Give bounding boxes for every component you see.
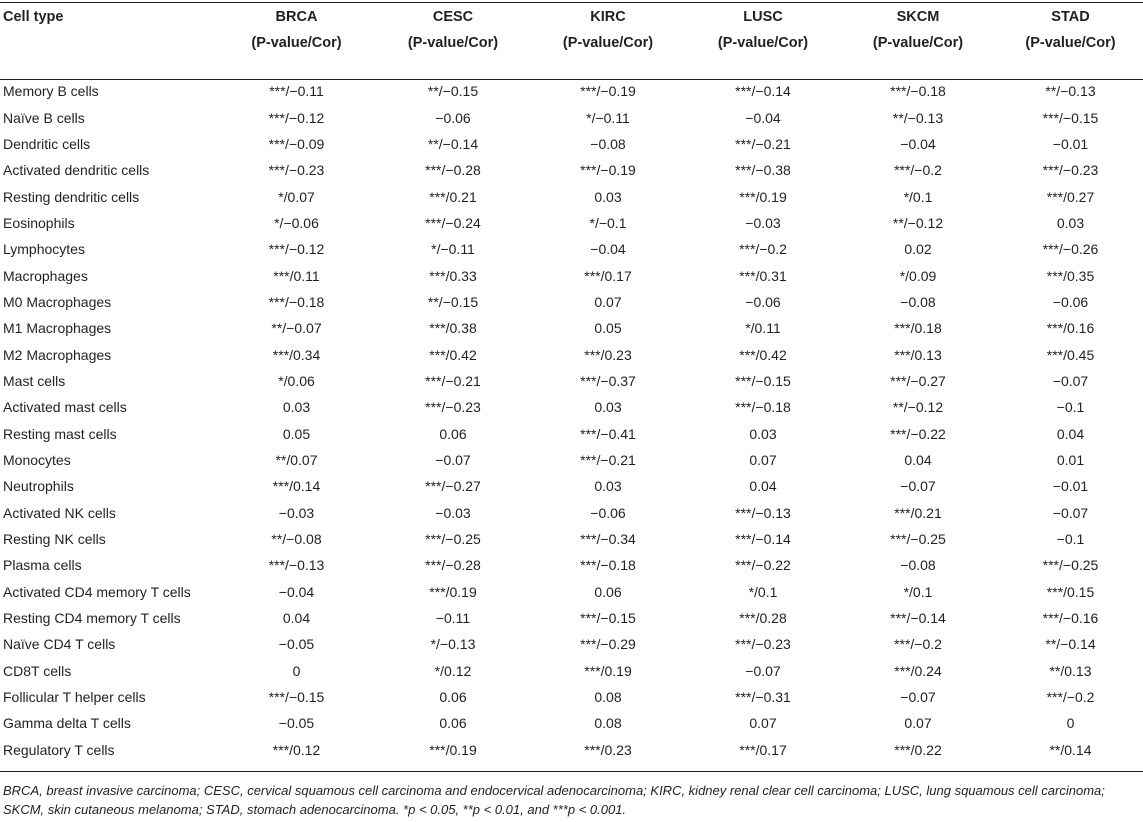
value-cell: −0.03: [278, 504, 315, 521]
value-cell: ***/−0.13: [268, 557, 325, 574]
row-label-cell: Activated NK cells: [3, 504, 116, 521]
value-cell: */0.1: [903, 583, 933, 600]
value-cell: */−0.13: [430, 636, 476, 653]
value-cell: ***/−0.22: [735, 557, 791, 574]
column-header-title: STAD: [1051, 9, 1090, 25]
value-cell: ***/0.22: [894, 741, 942, 758]
correlation-table: [0, 4, 1143, 763]
value-cell: ***/−0.12: [268, 109, 325, 126]
value-cell: **/−0.14: [427, 135, 479, 152]
row-label-cell: Naïve CD4 T cells: [3, 636, 116, 653]
value-cell: 0.07: [904, 715, 932, 732]
value-cell: ***/0.17: [739, 741, 787, 758]
value-cell: −0.1: [1056, 399, 1085, 416]
value-cell: ***/−0.23: [735, 636, 791, 653]
table-row: [0, 78, 1143, 104]
value-cell: **/−0.14: [1045, 636, 1096, 653]
value-cell: 0.04: [749, 478, 777, 495]
table-row: [0, 500, 1143, 526]
column-header-title: LUSC: [743, 9, 783, 25]
value-cell: ***/0.45: [1046, 346, 1095, 363]
value-cell: −0.01: [1052, 135, 1089, 152]
value-cell: ***/0.35: [1046, 267, 1095, 284]
value-cell: 0.08: [594, 689, 622, 706]
value-cell: −0.11: [435, 610, 471, 627]
value-cell: */0.1: [903, 188, 933, 205]
column-header-subtitle: (P-value/Cor): [717, 35, 809, 51]
value-cell: −0.03: [745, 214, 781, 231]
value-cell: ***/−0.34: [580, 531, 636, 548]
table-footnote: BRCA, breast invasive carcinoma; CESC, cervical squamous cell carcinoma and endocervical adenocarcinoma; KIRC, kidney renal clear cell carcinoma; LUSC, lung squamous cell carcinoma; SKCM, skin cutaneous melanoma; STAD, stomach adenocarcinoma. *p < 0.05, **p < 0.01, and ***p < 0.001.: [3, 783, 1105, 817]
value-cell: ***/−0.2: [1046, 689, 1095, 706]
value-cell: 0: [292, 662, 301, 679]
value-cell: ***/0.34: [272, 346, 321, 363]
value-cell: −0.06: [435, 109, 471, 126]
value-cell: −0.01: [1052, 478, 1089, 495]
value-cell: ***/0.15: [1046, 583, 1095, 600]
value-cell: −0.05: [278, 636, 315, 653]
value-cell: ***/0.16: [1046, 320, 1095, 337]
table-row: [0, 236, 1143, 262]
value-cell: −0.07: [745, 662, 781, 679]
value-cell: −0.04: [590, 241, 626, 258]
table-row: [0, 157, 1143, 183]
value-cell: */0.1: [748, 583, 778, 600]
top-rule: [0, 2, 1143, 3]
value-cell: */0.11: [745, 320, 781, 337]
value-cell: ***/−0.2: [894, 162, 942, 179]
value-cell: ***/−0.16: [1042, 610, 1099, 627]
value-cell: */0.07: [278, 188, 315, 205]
value-cell: ***/−0.15: [1042, 109, 1099, 126]
value-cell: −0.08: [900, 557, 936, 574]
value-cell: ***/−0.13: [735, 504, 791, 521]
value-cell: ***/0.23: [584, 741, 632, 758]
value-cell: −0.07: [900, 689, 936, 706]
column-header-subtitle: (P-value/Cor): [251, 35, 342, 51]
value-cell: ***/−0.37: [580, 372, 636, 389]
column-header-title: SKCM: [896, 9, 940, 25]
value-cell: ***/−0.24: [425, 214, 481, 231]
value-cell: ***/−0.18: [890, 83, 946, 100]
row-label-cell: Resting CD4 memory T cells: [3, 610, 181, 627]
value-cell: **/−0.08: [271, 531, 322, 548]
value-cell: ***/−0.15: [735, 372, 791, 389]
value-cell: ***/−0.11: [269, 83, 324, 100]
value-cell: 0.02: [904, 241, 932, 258]
value-cell: ***/−0.25: [1042, 557, 1099, 574]
column-header-brca: [215, 4, 378, 78]
table-row: [0, 684, 1143, 710]
value-cell: 0.05: [282, 425, 311, 442]
column-header-kirc: [528, 4, 688, 78]
row-label-cell: Resting mast cells: [3, 425, 117, 442]
value-cell: −0.06: [745, 293, 781, 310]
value-cell: ***/−0.19: [580, 83, 636, 100]
table-row: [0, 289, 1143, 315]
value-cell: ***/0.42: [739, 346, 787, 363]
column-header-subtitle: (P-value/Cor): [1025, 35, 1116, 51]
value-cell: ***/0.24: [894, 662, 942, 679]
column-header-subtitle: (P-value/Cor): [562, 35, 654, 51]
row-label-cell: Resting dendritic cells: [3, 188, 140, 205]
row-label-cell: Lymphocytes: [3, 241, 85, 258]
value-cell: 0.06: [439, 689, 467, 706]
table-row: [0, 368, 1143, 394]
table-row: [0, 658, 1143, 684]
value-cell: ***/0.11: [273, 267, 320, 284]
value-cell: ***/0.19: [429, 583, 477, 600]
value-cell: −0.04: [900, 135, 936, 152]
value-cell: */−0.11: [586, 109, 630, 126]
column-header-lusc: [688, 4, 838, 78]
value-cell: −0.04: [745, 109, 781, 126]
table-row: [0, 394, 1143, 420]
value-cell: ***/−0.19: [580, 162, 636, 179]
value-cell: ***/0.19: [739, 188, 787, 205]
value-cell: −0.1: [1056, 531, 1085, 548]
header-row: [0, 4, 1143, 78]
value-cell: ***/−0.38: [735, 162, 791, 179]
value-cell: 0.07: [594, 293, 622, 310]
table-row: [0, 579, 1143, 605]
value-cell: ***/−0.18: [268, 293, 325, 310]
row-label-cell: Memory B cells: [3, 83, 99, 100]
value-cell: 0.06: [594, 583, 622, 600]
value-cell: ***/0.27: [1046, 188, 1095, 205]
value-cell: **/−0.12: [892, 214, 944, 231]
value-cell: 0.03: [749, 425, 777, 442]
value-cell: **/−0.13: [1045, 83, 1096, 100]
bottom-rule: [0, 771, 1143, 772]
column-header-cell-type: [0, 4, 215, 78]
value-cell: ***/−0.28: [425, 557, 481, 574]
value-cell: −0.07: [1052, 504, 1089, 521]
table-row: [0, 473, 1143, 499]
row-label-cell: Activated dendritic cells: [3, 162, 150, 179]
value-cell: ***/0.42: [429, 346, 477, 363]
column-header-title: CESC: [432, 9, 474, 25]
table-body: [0, 78, 1143, 763]
value-cell: **/−0.15: [427, 293, 479, 310]
value-cell: ***/0.12: [272, 741, 321, 758]
value-cell: 0.05: [594, 320, 622, 337]
value-cell: 0.03: [1056, 214, 1085, 231]
value-cell: 0.06: [439, 715, 467, 732]
value-cell: 0.04: [904, 451, 932, 468]
value-cell: −0.04: [278, 583, 315, 600]
value-cell: ***/0.38: [429, 320, 477, 337]
value-cell: −0.08: [590, 135, 626, 152]
value-cell: ***/0.13: [894, 346, 942, 363]
table-row: [0, 526, 1143, 552]
table-row: [0, 447, 1143, 473]
value-cell: */−0.1: [589, 214, 627, 231]
value-cell: */0.06: [278, 372, 315, 389]
table-row: [0, 183, 1143, 209]
value-cell: ***/−0.09: [268, 135, 325, 152]
table-row: [0, 710, 1143, 736]
column-header-skcm: [838, 4, 998, 78]
table-row: [0, 552, 1143, 578]
column-header-title: Cell type: [3, 9, 64, 25]
column-header-stad: [998, 4, 1143, 78]
table-header: [0, 4, 1143, 78]
value-cell: −0.07: [435, 451, 471, 468]
value-cell: **/−0.15: [427, 83, 479, 100]
table-row: [0, 341, 1143, 367]
value-cell: ***/−0.15: [268, 689, 325, 706]
value-cell: 0: [1066, 715, 1075, 732]
value-cell: **/0.14: [1049, 741, 1092, 758]
value-cell: 0.03: [594, 188, 622, 205]
row-label-cell: M1 Macrophages: [3, 320, 112, 337]
value-cell: 0.04: [1056, 425, 1085, 442]
value-cell: ***/−0.31: [735, 689, 791, 706]
value-cell: ***/0.18: [894, 320, 942, 337]
value-cell: ***/0.23: [584, 346, 632, 363]
table-row: [0, 315, 1143, 341]
value-cell: ***/−0.2: [894, 636, 942, 653]
value-cell: ***/0.33: [429, 267, 477, 284]
value-cell: ***/−0.26: [1042, 241, 1099, 258]
value-cell: ***/−0.29: [580, 636, 636, 653]
table-row: [0, 210, 1143, 236]
value-cell: −0.07: [900, 478, 936, 495]
value-cell: ***/−0.18: [580, 557, 636, 574]
value-cell: **/−0.07: [271, 320, 322, 337]
table-row: [0, 631, 1143, 657]
value-cell: ***/−0.14: [735, 531, 791, 548]
value-cell: 0.06: [439, 425, 467, 442]
value-cell: ***/−0.21: [580, 451, 636, 468]
value-cell: 0.03: [594, 478, 622, 495]
row-label-cell: CD8T cells: [3, 662, 72, 679]
table-row: [0, 420, 1143, 446]
value-cell: 0.08: [594, 715, 622, 732]
value-cell: ***/0.21: [894, 504, 942, 521]
value-cell: 0.04: [282, 610, 311, 627]
table-row: [0, 605, 1143, 631]
value-cell: ***/−0.2: [739, 241, 787, 258]
value-cell: **/−0.13: [892, 109, 944, 126]
value-cell: ***/−0.12: [268, 241, 325, 258]
value-cell: ***/−0.25: [425, 531, 481, 548]
value-cell: **/0.13: [1049, 662, 1092, 679]
value-cell: ***/0.14: [272, 478, 321, 495]
value-cell: ***/−0.14: [735, 83, 791, 100]
value-cell: */−0.06: [274, 214, 319, 231]
row-label-cell: Dendritic cells: [3, 135, 91, 152]
row-label-cell: Naïve B cells: [3, 109, 85, 126]
value-cell: 0.03: [594, 399, 622, 416]
value-cell: ***/−0.21: [735, 135, 791, 152]
value-cell: −0.03: [435, 504, 471, 521]
row-label-cell: Regulatory T cells: [3, 741, 115, 758]
value-cell: ***/−0.25: [890, 531, 946, 548]
row-label-cell: Follicular T helper cells: [3, 689, 146, 706]
header-rule: [0, 79, 1143, 80]
value-cell: ***/0.28: [739, 610, 787, 627]
value-cell: ***/−0.15: [580, 610, 636, 627]
value-cell: **/−0.12: [892, 399, 944, 416]
value-cell: −0.08: [900, 293, 936, 310]
row-label-cell: M2 Macrophages: [3, 346, 112, 363]
table-row: [0, 131, 1143, 157]
value-cell: ***/−0.41: [580, 425, 636, 442]
row-label-cell: Macrophages: [3, 267, 88, 284]
column-header-subtitle: (P-value/Cor): [872, 35, 964, 51]
value-cell: 0.07: [749, 715, 777, 732]
row-label-cell: Activated CD4 memory T cells: [3, 583, 191, 600]
table-row: [0, 104, 1143, 130]
value-cell: ***/−0.21: [425, 372, 481, 389]
column-header-cesc: [378, 4, 528, 78]
value-cell: ***/0.31: [739, 267, 787, 284]
value-cell: ***/−0.23: [1042, 162, 1099, 179]
value-cell: ***/0.19: [584, 662, 632, 679]
row-label-cell: Resting NK cells: [3, 531, 106, 548]
row-label-cell: Eosinophils: [3, 214, 75, 231]
table-row: [0, 262, 1143, 288]
column-header-title: KIRC: [590, 9, 626, 25]
value-cell: ***/0.21: [429, 188, 477, 205]
value-cell: ***/0.19: [429, 741, 477, 758]
value-cell: −0.05: [278, 715, 315, 732]
value-cell: ***/−0.28: [425, 162, 481, 179]
column-header-title: BRCA: [275, 9, 318, 25]
table-row: [0, 737, 1143, 763]
row-label-cell: M0 Macrophages: [3, 293, 112, 310]
row-label-cell: Mast cells: [3, 372, 66, 389]
value-cell: −0.06: [1052, 293, 1089, 310]
row-label-cell: Gamma delta T cells: [3, 715, 131, 732]
row-label-cell: Activated mast cells: [3, 399, 127, 416]
value-cell: 0.01: [1056, 451, 1085, 468]
column-header-subtitle: (P-value/Cor): [407, 35, 499, 51]
value-cell: */0.09: [899, 267, 937, 284]
value-cell: ***/−0.14: [890, 610, 946, 627]
value-cell: 0.03: [282, 399, 311, 416]
row-label-cell: Plasma cells: [3, 557, 82, 574]
value-cell: ***/−0.23: [425, 399, 481, 416]
value-cell: ***/0.17: [584, 267, 632, 284]
value-cell: ***/−0.22: [890, 425, 946, 442]
value-cell: −0.07: [1052, 372, 1089, 389]
value-cell: **/0.07: [275, 451, 318, 468]
value-cell: −0.06: [590, 504, 626, 521]
row-label-cell: Monocytes: [3, 451, 71, 468]
value-cell: ***/−0.23: [268, 162, 325, 179]
value-cell: ***/−0.27: [425, 478, 481, 495]
value-cell: 0.07: [749, 451, 777, 468]
value-cell: ***/−0.18: [735, 399, 791, 416]
value-cell: */0.12: [434, 662, 472, 679]
value-cell: ***/−0.27: [890, 372, 946, 389]
row-label-cell: Neutrophils: [3, 478, 74, 495]
value-cell: */−0.11: [431, 241, 475, 258]
